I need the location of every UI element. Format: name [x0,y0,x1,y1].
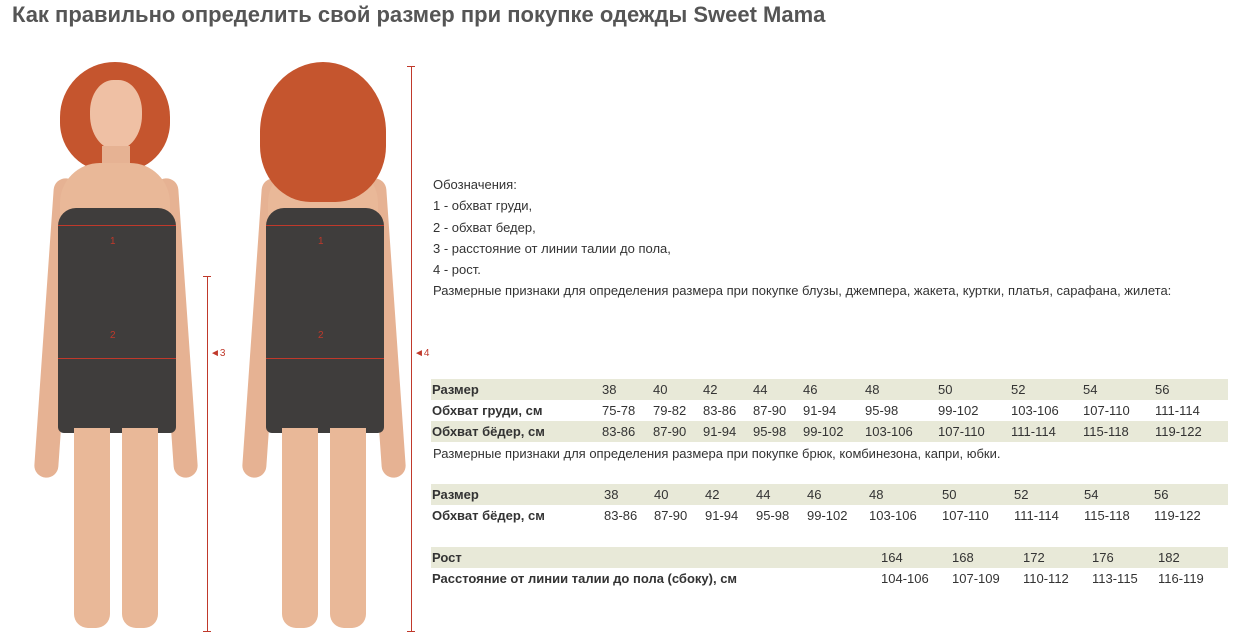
legend-heading: Обозначения: [433,177,517,192]
legend-item: 3 - расстояние от линии талии до пола, [433,240,671,256]
dress-back [266,208,384,433]
page-title: Как правильно определить свой размер при покупке одежды Sweet Mama [12,2,826,27]
table3-waist-floor-row: Расстояние от линии талии до пола (сбоку), см 104-106 107-109 110-112 113-115 116-119 [432,571,1204,586]
table3-height-row: Рост 164 168 172 176 182 [431,547,1228,568]
hip-mark: 2 [110,330,116,341]
height-line [411,66,412,631]
face [90,80,142,150]
legend [433,174,1171,302]
table1-caption: Размерные признаки для определения размера при покупке блузы, джемпера, жакета, куртки, платья, сарафана, жилета: [433,283,1172,299]
table2-size-row: Размер 38 40 42 44 46 48 50 52 54 56 [431,484,1228,505]
hip-mark-back: 2 [318,330,324,341]
chest-line-back [266,225,384,226]
hip-line [58,358,176,359]
legend-item: 1 - обхват груди, [433,198,533,214]
waist-to-floor-line [207,276,208,631]
chest-line [58,225,176,226]
figure-back [230,58,430,638]
waist-to-floor-mark: ◄3 [210,348,226,359]
chest-mark-back: 1 [318,236,324,247]
chest-mark: 1 [110,236,116,247]
legend-item: 4 - рост. [433,262,481,278]
table2-hip-row: Обхват бёдер, см 83-86 87-90 91-94 95-98 99-102 103-106 107-110 111-114 115-118 119-122 [432,508,1201,523]
table1-hip-row: Обхват бёдер, см 83-86 87-90 91-94 95-98 99-102 103-106 107-110 111-114 115-118 119-122 [431,421,1228,442]
dress-front [58,208,176,433]
figure-front [22,58,226,638]
table1-size-row: Размер 38 40 42 44 46 48 50 52 54 56 [431,379,1228,400]
height-mark: ◄4 [414,348,430,359]
legend-item: 2 - обхват бедер, [433,219,536,235]
table1-chest-row: Обхват груди, см 75-78 79-82 83-86 87-90 91-94 95-98 99-102 103-106 107-110 111-114 [432,403,1200,418]
hair-back [260,62,386,202]
hip-line-back [266,358,384,359]
table2-caption: Размерные признаки для определения размера при покупке брюк, комбинезона, капри, юбки. [433,446,1001,461]
